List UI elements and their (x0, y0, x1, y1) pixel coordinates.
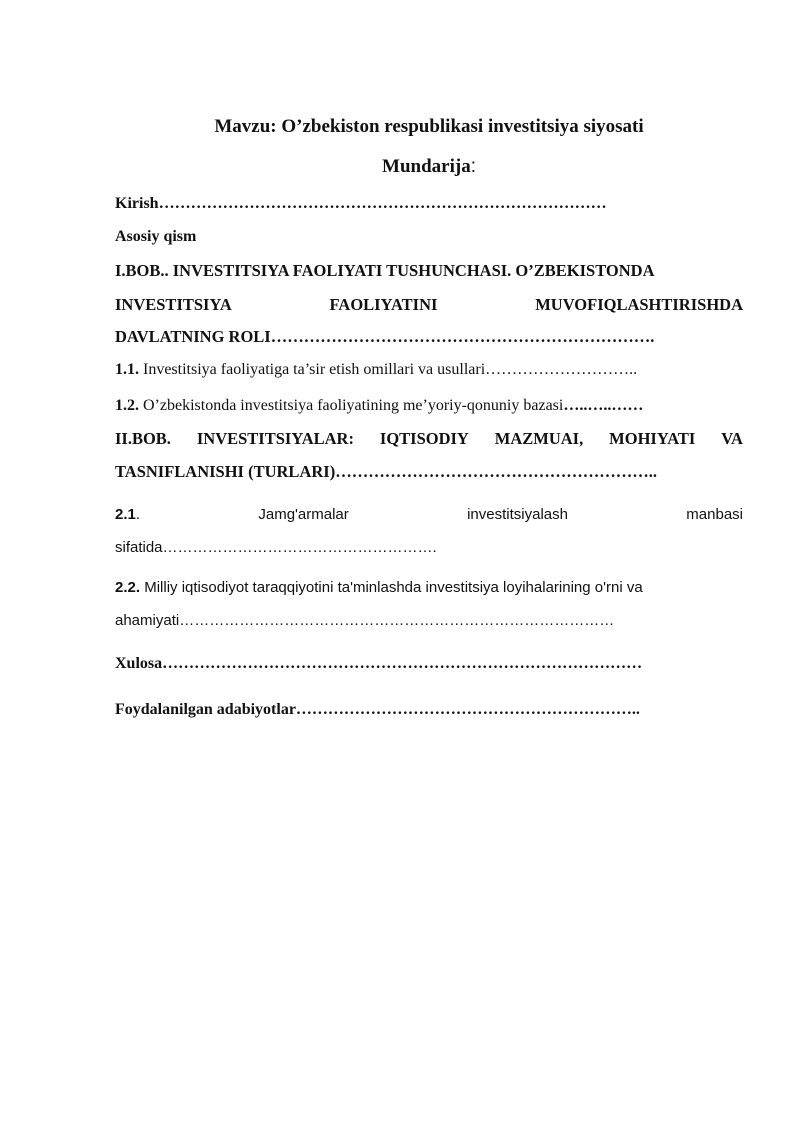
toc-entry-asosiy-qism: Asosiy qism (115, 228, 197, 245)
toc-entry-2-2-line1 (115, 578, 743, 598)
section-number: 1.2. (115, 397, 139, 414)
section-title: O’zbekistonda investitsiya faoliyatining me’yoriy-qonuniy bazasi (139, 397, 564, 414)
bob2-word: IQTISODIY (379, 429, 469, 448)
toc-entry-2-1-line1 (115, 505, 743, 525)
toc-entry-1-2 (115, 396, 743, 416)
section-word: Jamg'armalar (258, 506, 349, 523)
bob1-word: MUVOFIQLASHTIRISHDA (535, 295, 743, 314)
contents-heading-text: Mundarija (382, 156, 471, 177)
section-word: manbasi (686, 506, 743, 523)
toc-entry-bob1-line1: I.BOB.. INVESTITSIYA FAOLIYATI TUSHUNCHASI. O’ZBEKISTONDA (115, 261, 655, 280)
toc-entry-bob1-line3: DAVLATNING ROLI……………………………………………………………. (115, 327, 655, 346)
section-title: Milliy iqtisodiyot taraqqiyotini ta'minlashda investitsiya loyihalarining o'rni va (140, 579, 643, 596)
section-number: 2.2. (115, 579, 141, 596)
contents-heading-colon: : (470, 156, 476, 177)
bob2-word: MAZMUAI, (494, 429, 584, 448)
bob2-word: INVESTITSIYALAR: (196, 429, 354, 448)
toc-entry-xulosa: Xulosa……………………………………………………………………………… (115, 655, 643, 672)
document-title: Mavzu: O’zbekiston respublikasi investitsiya siyosati (214, 116, 644, 137)
section-dots: …..…..…… (563, 397, 644, 414)
section-number-punct: . (135, 506, 141, 523)
bob2-word: VA (721, 429, 743, 448)
bob1-word: INVESTITSIYA (115, 295, 232, 314)
toc-entry-1-1 (115, 360, 743, 380)
bob1-word: FAOLIYATINI (329, 295, 438, 314)
section-title: Investitsiya faoliyatiga ta’sir etish omillari va usullari……………………….. (139, 361, 638, 378)
toc-entry-bob1-line2 (115, 295, 743, 315)
bob2-word: MOHIYATI (609, 429, 696, 448)
section-number-wrap (115, 505, 140, 525)
toc-entry-bob2-line1 (115, 429, 743, 449)
toc-entry-kirish: Kirish………………………………………………………………………… (115, 195, 607, 212)
contents-heading (115, 154, 743, 180)
toc-entry-bob2-line2: TASNIFLANISHI (TURLARI)………………………………………………….. (115, 462, 657, 481)
section-number: 2.1 (115, 506, 136, 523)
bob2-word: II.BOB. (115, 429, 171, 448)
toc-entry-2-1-line2: sifatida………………………………………………. (115, 539, 437, 556)
section-word: investitsiyalash (467, 506, 568, 523)
toc-entry-adabiyotlar: Foydalanilgan adabiyotlar……………………………………………………….. (115, 701, 640, 718)
section-number: 1.1. (115, 361, 139, 378)
toc-entry-2-2-line2: ahamiyati…………………………………………………………………………… (115, 612, 615, 629)
